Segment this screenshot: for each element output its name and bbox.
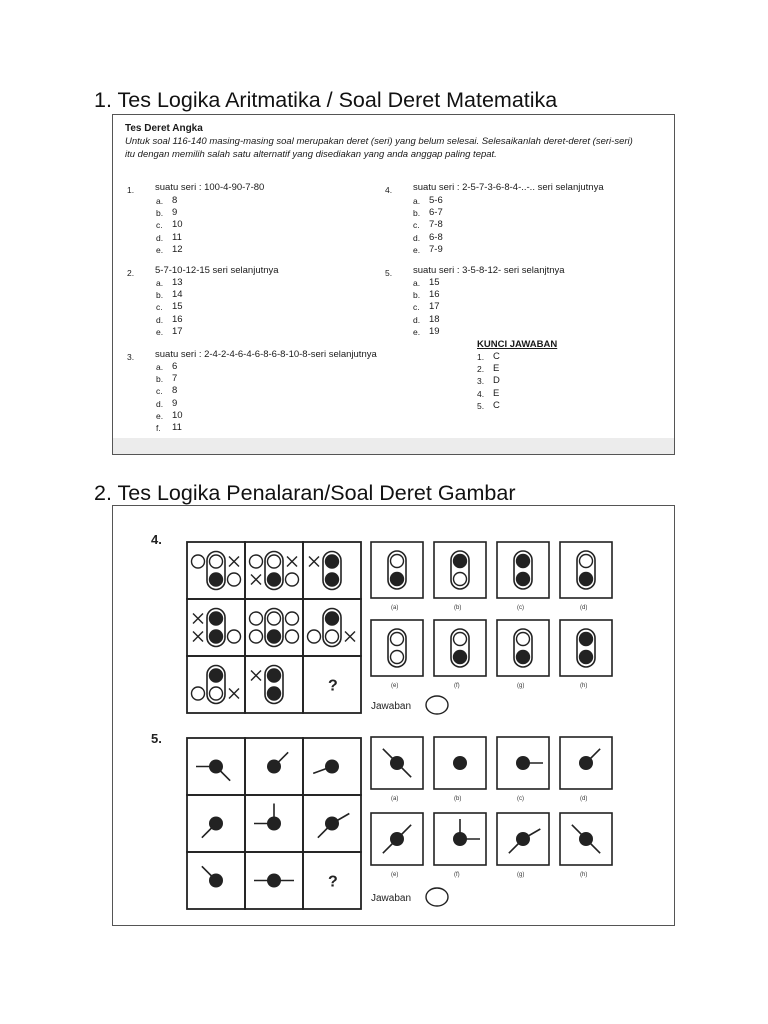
option-b xyxy=(156,373,183,385)
puzzle-drawing xyxy=(113,506,674,925)
answer-key-number: 5. xyxy=(477,400,485,411)
black-dot xyxy=(516,756,530,770)
grid-cell xyxy=(245,542,303,599)
option-label: (c) xyxy=(517,796,524,802)
capsule-bottom-dot xyxy=(580,573,593,586)
ring-mark xyxy=(192,687,205,700)
capsule-bottom-dot xyxy=(326,630,339,643)
figure1-bottom-band xyxy=(113,438,674,454)
question-3-number: 3. xyxy=(127,352,135,362)
option-key: a. xyxy=(156,362,164,372)
option-value: 11 xyxy=(172,231,182,243)
black-dot xyxy=(390,832,404,846)
question-2-text: 5-7-10-12-15 seri selanjutnya xyxy=(155,265,279,276)
option-a xyxy=(156,277,183,289)
option-value: 17 xyxy=(429,301,440,313)
option-key: f. xyxy=(156,423,161,434)
option-value: 10 xyxy=(172,219,183,231)
option-label: (e) xyxy=(391,683,399,689)
capsule-bottom-dot xyxy=(454,651,467,664)
section2-heading: 2. Tes Logika Penalaran/Soal Deret Gambar xyxy=(94,481,516,505)
capsule-top-dot xyxy=(391,633,404,646)
capsule-top-dot xyxy=(268,555,281,568)
grid-cell xyxy=(303,542,361,599)
black-dot xyxy=(209,817,223,831)
ring-mark xyxy=(286,630,299,643)
option-b xyxy=(156,207,183,219)
option-value: 9 xyxy=(172,397,178,409)
option-label: (e) xyxy=(391,872,399,878)
answer-key-letter: C xyxy=(493,351,500,362)
option-key: d. xyxy=(413,232,421,243)
option-key: b. xyxy=(156,374,164,385)
black-dot xyxy=(390,756,404,770)
answer-key-item xyxy=(477,400,500,412)
ring-mark xyxy=(192,555,205,568)
option-value: 8 xyxy=(172,385,178,397)
ring-mark xyxy=(228,573,241,586)
grid-cell xyxy=(187,656,245,713)
option-value: 16 xyxy=(429,289,440,301)
option-label: (a) xyxy=(391,796,399,802)
answer-key-number: 3. xyxy=(477,376,485,387)
ring-mark xyxy=(228,630,241,643)
black-dot xyxy=(453,756,467,770)
option-value: 18 xyxy=(429,313,440,325)
question-5-number: 5. xyxy=(385,268,393,278)
capsule-bottom-dot xyxy=(454,573,467,586)
capsule-bottom-dot xyxy=(391,573,404,586)
capsule-bottom-dot xyxy=(391,651,404,664)
option-value: 15 xyxy=(429,277,440,288)
answer-circle xyxy=(426,696,448,714)
black-dot xyxy=(267,760,281,774)
option-key: e. xyxy=(156,410,164,421)
option-b xyxy=(413,289,440,301)
option-value: 14 xyxy=(172,289,183,301)
option-key: a. xyxy=(156,278,164,288)
question-mark: ? xyxy=(328,677,338,695)
capsule-bottom-dot xyxy=(268,573,281,586)
black-dot xyxy=(579,832,593,846)
question-5-options xyxy=(413,277,440,338)
option-e xyxy=(156,244,183,256)
option-value: 7-9 xyxy=(429,243,443,255)
option-key: b. xyxy=(156,208,164,219)
question-5-text: suatu seri : 3-5-8-12- seri selanjtnya xyxy=(413,265,565,276)
grid-cell xyxy=(303,599,361,656)
black-dot xyxy=(267,874,281,888)
option-key: d. xyxy=(156,232,164,243)
question-4-text: suatu seri : 2-5-7-3-6-8-4-..-.. seri selanjutnya xyxy=(413,182,604,193)
capsule-bottom-dot xyxy=(268,630,281,643)
answer-key-letter: D xyxy=(493,375,500,387)
answer-key-number: 2. xyxy=(477,364,485,375)
option-key: e. xyxy=(156,244,164,255)
option-e xyxy=(156,326,183,338)
answer-key-letter: E xyxy=(493,363,500,375)
option-c xyxy=(156,385,183,397)
option-c xyxy=(156,301,183,313)
option-value: 11 xyxy=(172,422,182,434)
option-key: e. xyxy=(413,326,421,337)
option-key: d. xyxy=(156,314,164,325)
figure1-intro: Untuk soal 116-140 masing-masing soal merupakan deret (seri) yang belum selesai. Selesaikanlah deret-deret (seri-seri) itu dengan memilih salah satu alternatif yang disediakan yang anda anggap paling tepat. xyxy=(125,136,633,160)
capsule-top-dot xyxy=(454,555,467,568)
option-key: b. xyxy=(156,290,164,301)
capsule-top-dot xyxy=(268,612,281,625)
black-dot xyxy=(209,760,223,774)
capsule-top-dot xyxy=(517,633,530,646)
option-b xyxy=(413,207,443,219)
option-value: 13 xyxy=(172,277,183,288)
black-dot xyxy=(325,817,339,831)
option-d xyxy=(413,314,440,326)
answer-key-letter: C xyxy=(493,399,500,411)
answer-circle xyxy=(426,888,448,906)
black-dot xyxy=(209,874,223,888)
question-5-puzzle xyxy=(187,737,612,909)
question-2-options xyxy=(156,277,183,338)
option-value: 5-6 xyxy=(429,195,443,206)
option-value: 16 xyxy=(172,313,183,325)
answer-key-number: 4. xyxy=(477,388,485,399)
option-c xyxy=(156,219,183,231)
capsule-bottom-dot xyxy=(517,651,530,664)
option-label: (h) xyxy=(580,872,588,878)
black-dot xyxy=(267,817,281,831)
capsule-bottom-dot xyxy=(210,687,223,700)
question-2-number: 2. xyxy=(127,268,135,278)
black-dot xyxy=(453,832,467,846)
capsule-top-dot xyxy=(391,555,404,568)
capsule-top-dot xyxy=(517,555,530,568)
option-d xyxy=(156,314,183,326)
answer-key-title: KUNCI JAWABAN xyxy=(477,339,558,350)
option-key: c. xyxy=(413,220,420,231)
option-e xyxy=(156,410,183,422)
option-value: 9 xyxy=(172,207,178,219)
option-f xyxy=(156,422,183,434)
option-label: (d) xyxy=(580,605,588,611)
option-label: (d) xyxy=(580,796,588,802)
option-key: b. xyxy=(413,208,421,219)
capsule-top-dot xyxy=(268,669,281,682)
answer-key-letter: E xyxy=(493,387,500,399)
capsule-top-dot xyxy=(210,555,223,568)
option-a xyxy=(413,277,440,289)
option-label: (f) xyxy=(454,872,460,878)
capsule-bottom-dot xyxy=(210,573,223,586)
answer-key-number: 1. xyxy=(477,352,485,362)
capsule-top-dot xyxy=(210,669,223,682)
option-key: c. xyxy=(156,386,163,397)
option-value: 19 xyxy=(429,325,440,337)
ring-mark xyxy=(250,612,263,625)
option-label: (h) xyxy=(580,683,588,689)
option-a xyxy=(156,361,183,373)
option-value: 17 xyxy=(172,325,183,337)
ring-mark xyxy=(308,630,321,643)
answer-label: Jawaban xyxy=(371,893,412,904)
black-dot xyxy=(516,832,530,846)
question-4-puzzle xyxy=(187,542,612,714)
capsule-bottom-dot xyxy=(580,651,593,664)
option-e xyxy=(413,326,440,338)
option-value: 6-8 xyxy=(429,231,443,243)
option-value: 15 xyxy=(172,301,183,313)
option-a xyxy=(413,195,443,207)
option-label: (b) xyxy=(454,796,462,802)
option-d xyxy=(156,398,183,410)
option-label: (g) xyxy=(517,683,525,689)
option-label: (g) xyxy=(517,872,525,878)
option-label: (f) xyxy=(454,683,460,689)
answer-key-item xyxy=(477,375,500,387)
option-label: (c) xyxy=(517,605,524,611)
option-b xyxy=(156,289,183,301)
question-mark: ? xyxy=(328,873,338,891)
answer-key-item xyxy=(477,351,500,363)
option-value: 6 xyxy=(172,361,178,372)
option-label: (b) xyxy=(454,605,462,611)
option-e xyxy=(413,244,443,256)
option-d xyxy=(156,232,183,244)
capsule-bottom-dot xyxy=(326,573,339,586)
section1-heading: 1. Tes Logika Aritmatika / Soal Deret Matematika xyxy=(94,88,558,112)
ring-mark xyxy=(250,630,263,643)
option-label: (a) xyxy=(391,605,399,611)
option-key: a. xyxy=(156,196,164,206)
option-key: a. xyxy=(413,196,421,206)
option-key: c. xyxy=(413,302,420,313)
option-key: d. xyxy=(156,398,164,409)
option-c xyxy=(413,301,440,313)
question-4-number: 4. xyxy=(385,185,393,195)
ring-mark xyxy=(250,555,263,568)
ring-mark xyxy=(286,612,299,625)
question-1-number: 1. xyxy=(127,185,135,195)
option-c xyxy=(413,219,443,231)
option-value: 10 xyxy=(172,409,183,421)
answer-key-item xyxy=(477,388,500,400)
black-dot xyxy=(579,756,593,770)
capsule-bottom-dot xyxy=(268,687,281,700)
question-3-text: suatu seri : 2-4-2-4-6-4-6-8-6-8-10-8-seri selanjutnya xyxy=(155,349,377,360)
question-5-label: 5. xyxy=(151,731,162,746)
option-a xyxy=(156,195,183,207)
option-d xyxy=(413,232,443,244)
black-dot xyxy=(325,760,339,774)
figure1-title: Tes Deret Angka xyxy=(125,123,203,134)
grid-cell xyxy=(245,599,303,656)
capsule-top-dot xyxy=(326,555,339,568)
question-4-label: 4. xyxy=(151,532,162,547)
capsule-top-dot xyxy=(580,555,593,568)
option-value: 8 xyxy=(172,195,178,206)
question-3-options xyxy=(156,361,183,434)
capsule-top-dot xyxy=(580,633,593,646)
option-key: d. xyxy=(413,314,421,325)
option-key: e. xyxy=(413,244,421,255)
option-key: a. xyxy=(413,278,421,288)
question-4-options xyxy=(413,195,443,256)
capsule-top-dot xyxy=(326,612,339,625)
option-value: 12 xyxy=(172,243,183,255)
grid-cell xyxy=(187,542,245,599)
question-1-text: suatu seri : 100-4-90-7-80 xyxy=(155,182,265,193)
option-key: e. xyxy=(156,326,164,337)
answer-key-item xyxy=(477,363,500,375)
question-1-options xyxy=(156,195,183,256)
capsule-top-dot xyxy=(210,612,223,625)
grid-cell xyxy=(187,599,245,656)
capsule-bottom-dot xyxy=(210,630,223,643)
option-key: c. xyxy=(156,302,163,313)
ring-mark xyxy=(286,573,299,586)
capsule-bottom-dot xyxy=(517,573,530,586)
option-value: 6-7 xyxy=(429,207,443,219)
figure-series-puzzle xyxy=(112,505,675,926)
capsule-top-dot xyxy=(454,633,467,646)
option-key: b. xyxy=(413,290,421,301)
grid-cell xyxy=(245,656,303,713)
answer-key-list xyxy=(477,351,500,412)
number-series-figure xyxy=(112,114,675,455)
option-key: c. xyxy=(156,220,163,231)
option-value: 7-8 xyxy=(429,219,443,231)
option-value: 7 xyxy=(172,373,178,385)
answer-label: Jawaban xyxy=(371,701,412,712)
